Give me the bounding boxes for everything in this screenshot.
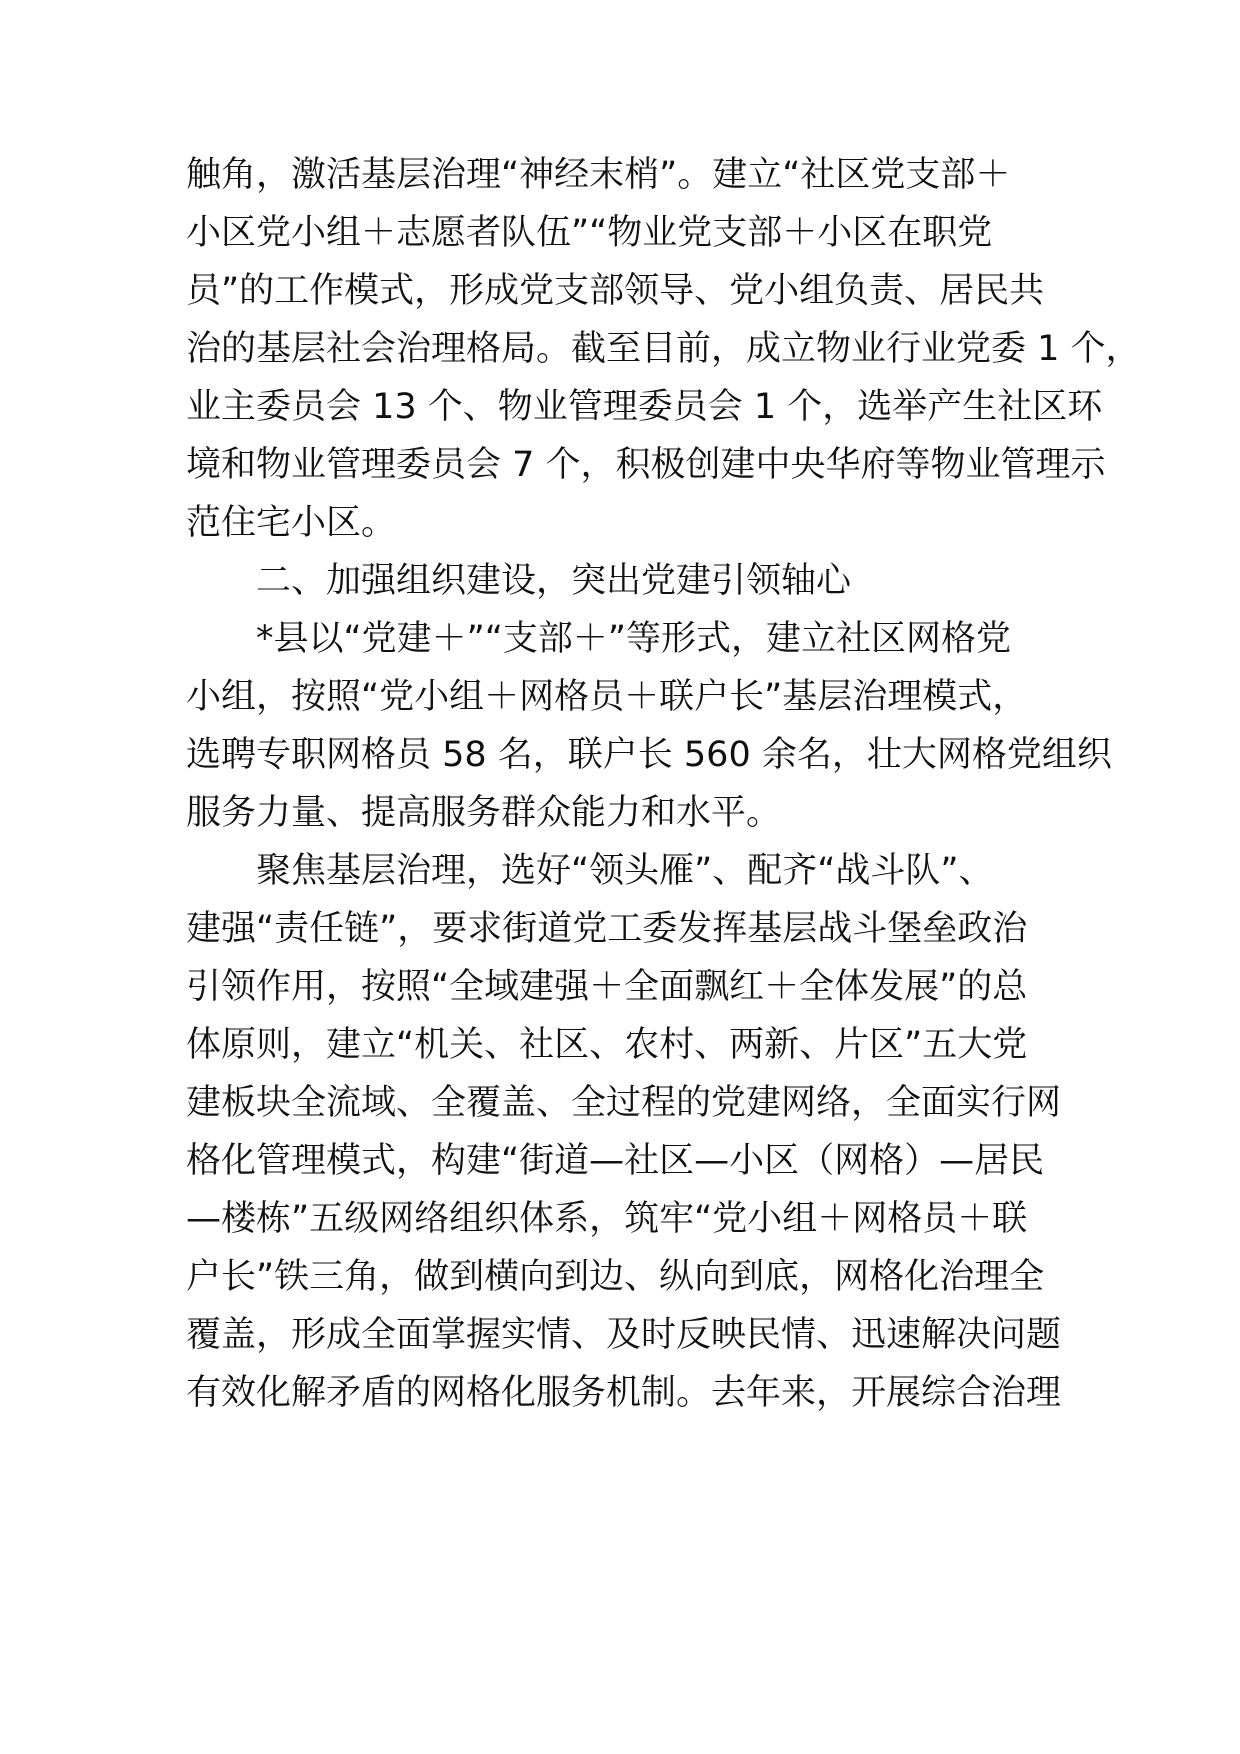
text-line: 服务力量、提高服务群众能力和水平。 <box>186 793 782 833</box>
text-line: 员”的工作模式，形成党支部领导、党小组负责、居民共 <box>186 271 1045 311</box>
text-line: 体原则，建立“机关、社区、农村、两新、片区”五大党 <box>186 1025 1028 1065</box>
text-line: 境和物业管理委员会 7 个，积极创建中央华府等物业管理示 <box>186 445 1106 485</box>
text-line: 小区党小组＋志愿者队伍”“物业党支部＋小区在职党 <box>186 213 993 253</box>
text-line: 格化管理模式，构建“街道—社区—小区（网格）—居民 <box>186 1141 1045 1181</box>
text-line: 触角，激活基层治理“神经末梢”。建立“社区党支部＋ <box>186 155 1011 195</box>
text-line: *县以“党建＋”“支部＋”等形式，建立社区网格党 <box>256 619 1012 659</box>
text-line: 业主委员会 13 个、物业管理委员会 1 个，选举产生社区环 <box>186 387 1103 427</box>
text-line: 覆盖，形成全面掌握实情、及时反映民情、迅速解决问题 <box>186 1315 1062 1355</box>
text-line: 户长”铁三角，做到横向到边、纵向到底，网格化治理全 <box>186 1257 1045 1297</box>
text-line: 范住宅小区。 <box>186 503 397 543</box>
text-line: 选聘专职网格员 58 名，联户长 560 余名，壮大网格党组织 <box>186 735 1112 775</box>
text-line: 聚焦基层治理，选好“领头雁”、配齐“战斗队”、 <box>256 851 994 891</box>
text-line: —楼栋”五级网络组织体系，筑牢“党小组＋网格员＋联 <box>186 1199 1028 1239</box>
text-line: 治的基层社会治理格局。截至目前，成立物业行业党委 1 个， <box>186 329 1141 369</box>
text-line: 小组，按照“党小组＋网格员＋联户长”基层治理模式， <box>186 677 1028 717</box>
text-line: 建强“责任链”，要求街道党工委发挥基层战斗堡垒政治 <box>186 909 1028 949</box>
text-line: 引领作用，按照“全域建强＋全面飘红＋全体发展”的总 <box>186 967 1028 1007</box>
text-line: 有效化解矛盾的网格化服务机制。去年来，开展综合治理 <box>186 1373 1062 1413</box>
text-line: 建板块全流域、全覆盖、全过程的党建网络，全面实行网 <box>186 1083 1062 1123</box>
section-heading: 二、加强组织建设，突出党建引领轴心 <box>256 561 852 601</box>
